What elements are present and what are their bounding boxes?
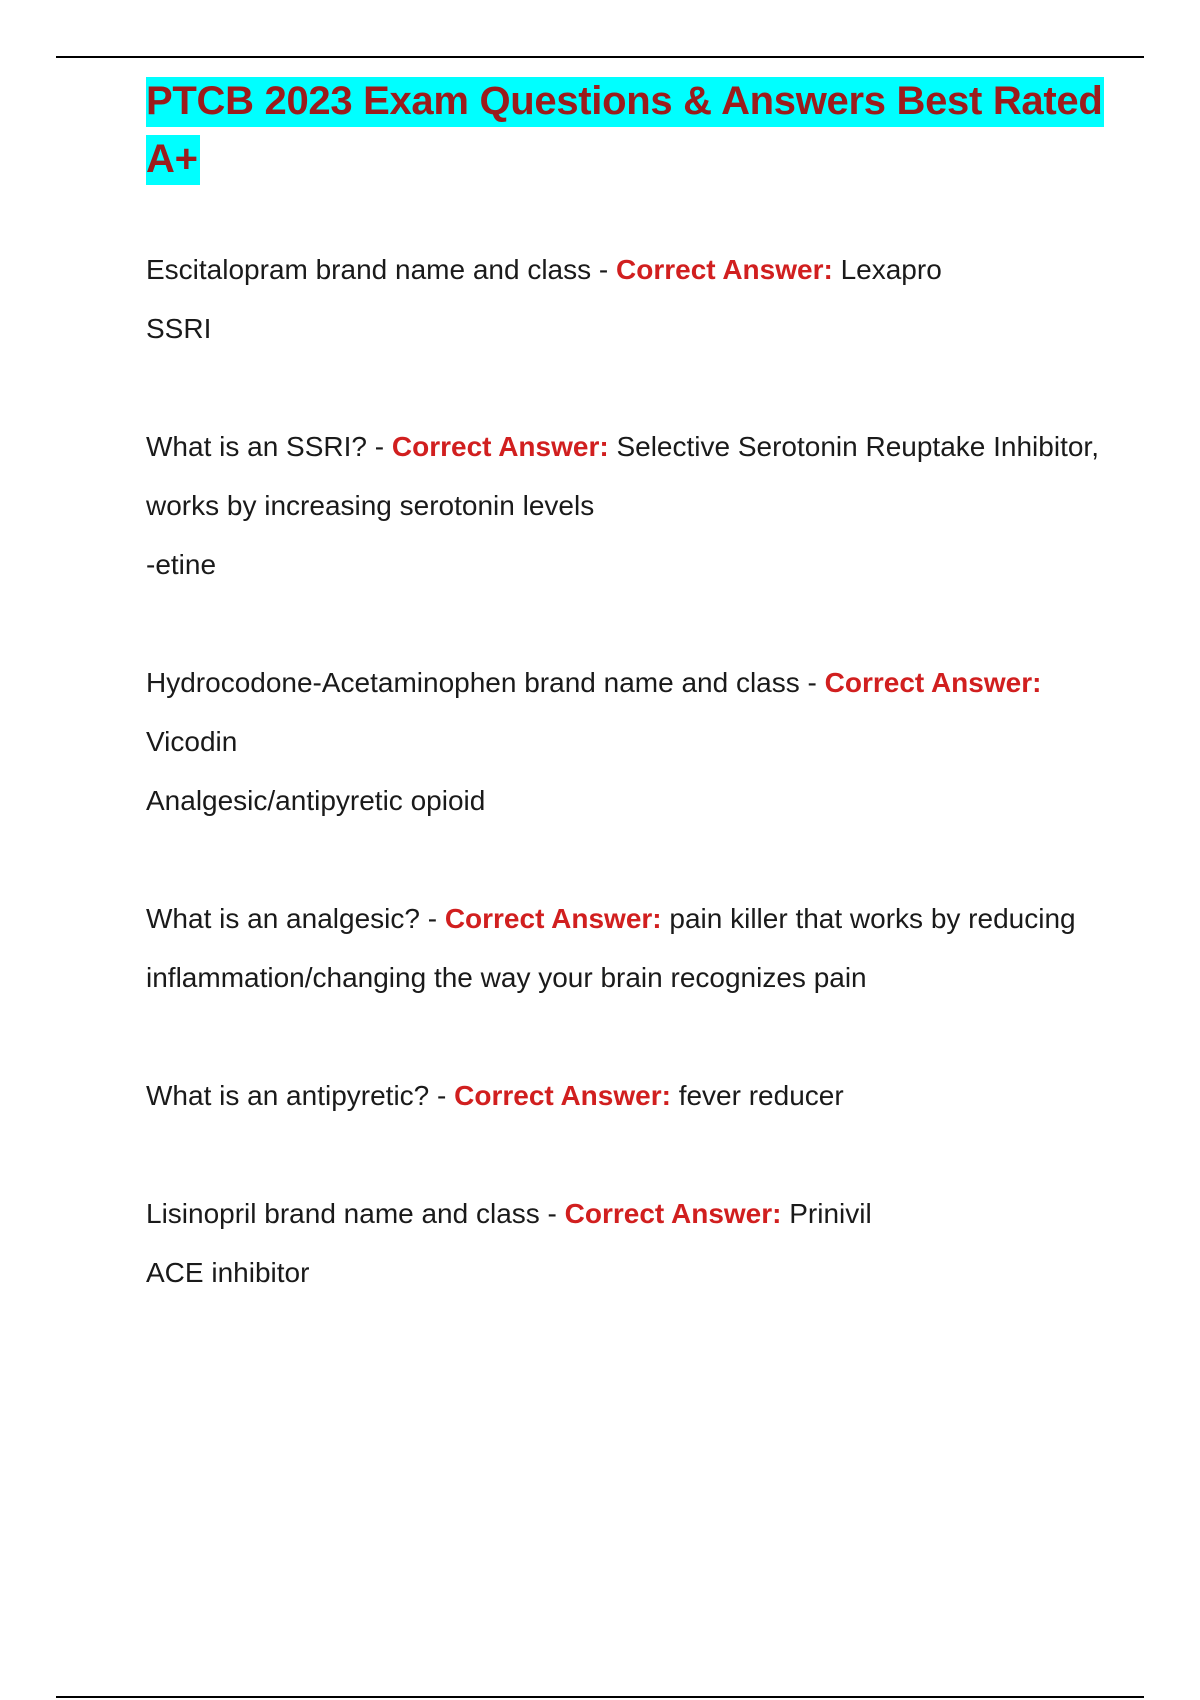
top-rule [56,56,1144,58]
qa-item [146,240,1106,358]
qa-question: Hydrocodone-Acetaminophen brand name and class - [146,667,825,698]
qa-item [146,653,1106,830]
qa-question: What is an antipyretic? - [146,1080,455,1111]
qa-answer: pain killer that works by reducing inflammation/changing the way your brain recognizes pain [146,903,1076,993]
qa-answer-extra-line: ACE inhibitor [146,1257,310,1288]
qa-answer: Prinivil [789,1198,872,1229]
qa-answer: Selective Serotonin Reuptake Inhibitor, works by increasing serotonin levels [146,431,1099,521]
document-body [146,72,1106,1302]
qa-answer: fever reducer [678,1080,844,1111]
document-title [146,72,1106,188]
qa-answer-extra-line: Analgesic/antipyretic opioid [146,785,486,816]
qa-question: Escitalopram brand name and class - [146,254,616,285]
correct-answer-label: Correct Answer: [564,1198,782,1229]
correct-answer-label: Correct Answer: [454,1080,671,1111]
qa-answer-extra-line: SSRI [146,313,212,344]
document-title-text: PTCB 2023 Exam Questions & Answers Best Rated A+ [146,77,1104,185]
qa-item [146,417,1106,594]
qa-question: What is an analgesic? - [146,903,445,934]
qa-question: Lisinopril brand name and class - [146,1198,565,1229]
qa-answer: Lexapro [840,254,942,285]
correct-answer-label: Correct Answer: [616,254,833,285]
qa-item [146,1066,1106,1125]
qa-list [146,240,1106,1302]
qa-item [146,889,1106,1007]
bottom-rule [56,1696,1144,1698]
qa-item [146,1184,1106,1302]
qa-answer-extra-line: -etine [146,549,217,580]
correct-answer-label: Correct Answer: [391,431,609,462]
correct-answer-label: Correct Answer: [444,903,662,934]
qa-answer: Vicodin [146,726,238,757]
correct-answer-label: Correct Answer: [824,667,1042,698]
qa-question: What is an SSRI? - [146,431,392,462]
